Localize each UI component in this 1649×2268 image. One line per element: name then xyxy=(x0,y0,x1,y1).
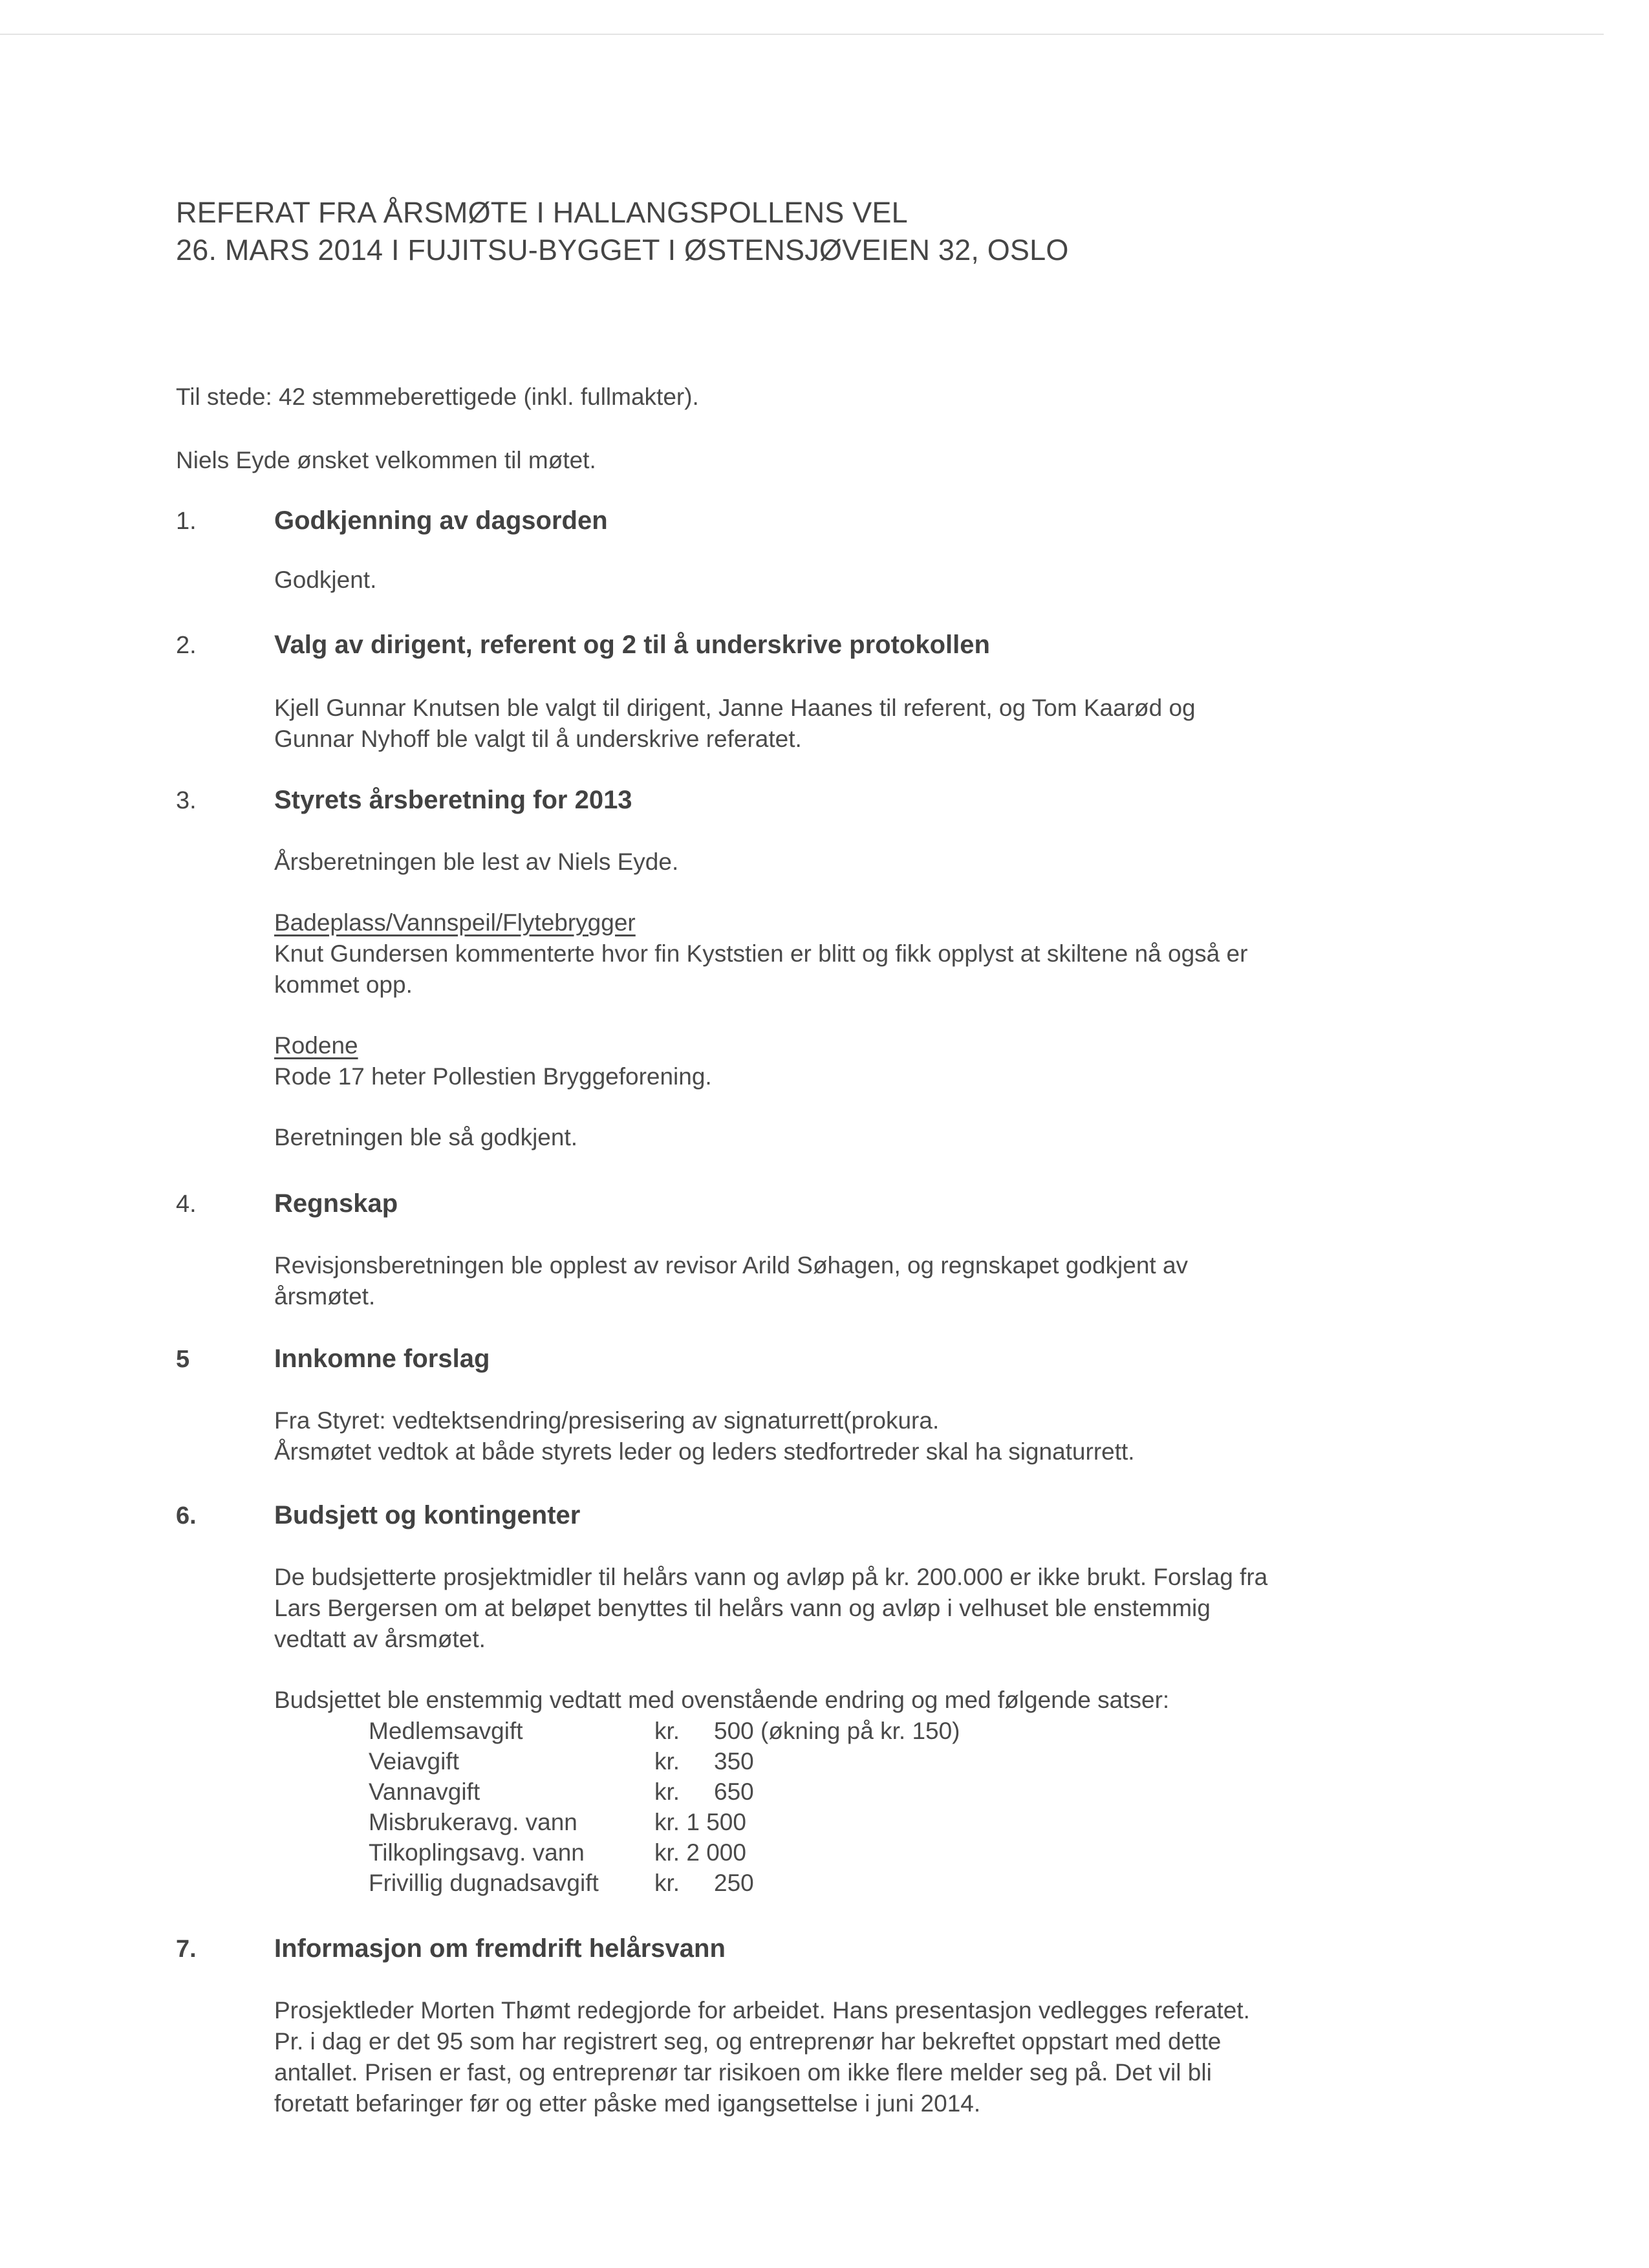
section-body xyxy=(274,693,1469,755)
section-title: Innkomne forslag xyxy=(274,1345,490,1373)
section-3 xyxy=(176,784,1469,1153)
section-number: 3. xyxy=(176,787,197,814)
paragraph-line: De budsjetterte prosjektmidler til helårs vann og avløp på kr. 200.000 er ikke brukt. Forslag fra xyxy=(274,1564,1268,1590)
section-title: Valg av dirigent, referent og 2 til å underskrive protokollen xyxy=(274,631,990,659)
paragraph-line: Årsmøtet vedtok at både styrets leder og leders stedfortreder skal ha signaturrett. xyxy=(274,1438,1135,1465)
rate-amount: 500 (økning på kr. 150) xyxy=(714,1718,960,1744)
paragraph-line: vedtatt av årsmøtet. xyxy=(274,1626,486,1652)
rate-currency: kr. 1 500 xyxy=(654,1809,746,1835)
section-4 xyxy=(176,1187,1469,1312)
rate-amount: 650 xyxy=(714,1778,754,1805)
attendance-text: Til stede: 42 stemmeberettigede (inkl. fullmakter). xyxy=(176,383,699,410)
rate-currency: kr. 2 000 xyxy=(654,1839,746,1866)
section-7 xyxy=(176,1932,1469,2119)
section-number: 6. xyxy=(176,1502,197,1529)
paragraph-line: Pr. i dag er det 95 som har registrert seg, og entreprenør har bekreftet oppstart med dette xyxy=(274,2028,1222,2055)
paragraph-line: foretatt befaringer før og etter påske med igangsettelse i juni 2014. xyxy=(274,2090,981,2117)
section-body xyxy=(274,1562,1469,1898)
section-heading xyxy=(176,504,1469,537)
rate-name: Misbrukeravg. vann xyxy=(369,1809,577,1835)
rate-name: Tilkoplingsavg. vann xyxy=(369,1839,585,1866)
section-number: 5 xyxy=(176,1346,190,1373)
section-title: Regnskap xyxy=(274,1189,398,1218)
rate-amount: 250 xyxy=(714,1870,754,1896)
paragraph-line: Gunnar Nyhoff ble valgt til å underskrive referatet. xyxy=(274,726,802,752)
section-6 xyxy=(176,1499,1469,1898)
paragraph-line: Rode 17 heter Pollestien Bryggeforening. xyxy=(274,1063,712,1090)
section-body xyxy=(274,565,1469,596)
rate-row xyxy=(369,1837,1469,1868)
rate-row xyxy=(369,1716,1469,1746)
paragraph-line: Lars Bergersen om at beløpet benyttes til helårs vann og avløp i velhuset ble enstemmig xyxy=(274,1595,1211,1621)
rate-row xyxy=(369,1777,1469,1807)
section-number: 7. xyxy=(176,1936,197,1963)
paragraph-line: årsmøtet. xyxy=(274,1283,376,1310)
rate-row xyxy=(369,1868,1469,1898)
section-heading xyxy=(176,1499,1469,1532)
paragraph: Beretningen ble så godkjent. xyxy=(274,1124,578,1150)
paragraph-line: Prosjektleder Morten Thømt redegjorde for arbeidet. Hans presentasjon vedlegges referatet. xyxy=(274,1997,1250,2024)
section-body xyxy=(274,1995,1469,2119)
section-number: 2. xyxy=(176,632,197,659)
paragraph: Godkjent. xyxy=(274,567,377,593)
paragraph-line: kommet opp. xyxy=(274,971,413,998)
rate-currency: kr. xyxy=(654,1870,680,1896)
subheading-badeplass: Badeplass/Vannspeil/Flytebrygger xyxy=(274,909,636,936)
rate-name: Veiavgift xyxy=(369,1748,459,1775)
section-title: Informasjon om fremdrift helårsvann xyxy=(274,1934,726,1963)
section-5 xyxy=(176,1343,1469,1467)
paragraph-line: Revisjonsberetningen ble opplest av revisor Arild Søhagen, og regnskapet godkjent av xyxy=(274,1252,1189,1279)
rates-table xyxy=(369,1716,1469,1898)
section-heading xyxy=(176,784,1469,817)
scan-edge-rule xyxy=(0,34,1604,35)
section-body xyxy=(274,1405,1469,1467)
rate-currency: kr. xyxy=(654,1748,680,1775)
rate-name: Vannavgift xyxy=(369,1778,480,1805)
section-heading xyxy=(176,1187,1469,1220)
section-number: 1. xyxy=(176,508,197,535)
paragraph-line: Knut Gundersen kommenterte hvor fin Kyststien er blitt og fikk opplyst at skiltene nå også er xyxy=(274,940,1248,967)
subheading-rodene: Rodene xyxy=(274,1032,358,1059)
paragraph-line: Kjell Gunnar Knutsen ble valgt til dirigent, Janne Haanes til referent, og Tom Kaarød og xyxy=(274,695,1196,721)
rate-currency: kr. xyxy=(654,1718,680,1744)
paragraph-line: antallet. Prisen er fast, og entreprenør tar risikoen om ikke flere melder seg på. Det vil bli xyxy=(274,2059,1212,2086)
rate-currency: kr. xyxy=(654,1778,680,1805)
section-title: Godkjenning av dagsorden xyxy=(274,506,608,535)
section-heading xyxy=(176,1343,1469,1376)
section-body xyxy=(274,1250,1469,1312)
paragraph-line: Budsjettet ble enstemmig vedtatt med ovenstående endring og med følgende satser: xyxy=(274,1687,1170,1713)
rate-amount: 350 xyxy=(714,1748,754,1775)
rate-name: Frivillig dugnadsavgift xyxy=(369,1870,599,1896)
title-line-1: REFERAT FRA ÅRSMØTE I HALLANGSPOLLENS VEL xyxy=(176,196,908,229)
section-number: 4. xyxy=(176,1191,197,1218)
section-1 xyxy=(176,504,1469,596)
section-body xyxy=(274,847,1469,1153)
section-2 xyxy=(176,629,1469,755)
rate-row xyxy=(369,1746,1469,1777)
paragraph-line: Fra Styret: vedtektsendring/presisering av signaturrett(prokura. xyxy=(274,1407,940,1434)
rate-row xyxy=(369,1807,1469,1837)
section-title: Styrets årsberetning for 2013 xyxy=(274,786,632,814)
section-title: Budsjett og kontingenter xyxy=(274,1501,581,1529)
document-title xyxy=(176,194,1069,269)
section-heading xyxy=(176,1932,1469,1965)
title-line-2: 26. MARS 2014 I FUJITSU-BYGGET I ØSTENSJØVEIEN 32, OSLO xyxy=(176,233,1069,266)
section-heading xyxy=(176,629,1469,662)
rate-name: Medlemsavgift xyxy=(369,1718,523,1744)
welcome-text: Niels Eyde ønsket velkommen til møtet. xyxy=(176,447,596,473)
paragraph: Årsberetningen ble lest av Niels Eyde. xyxy=(274,848,679,875)
